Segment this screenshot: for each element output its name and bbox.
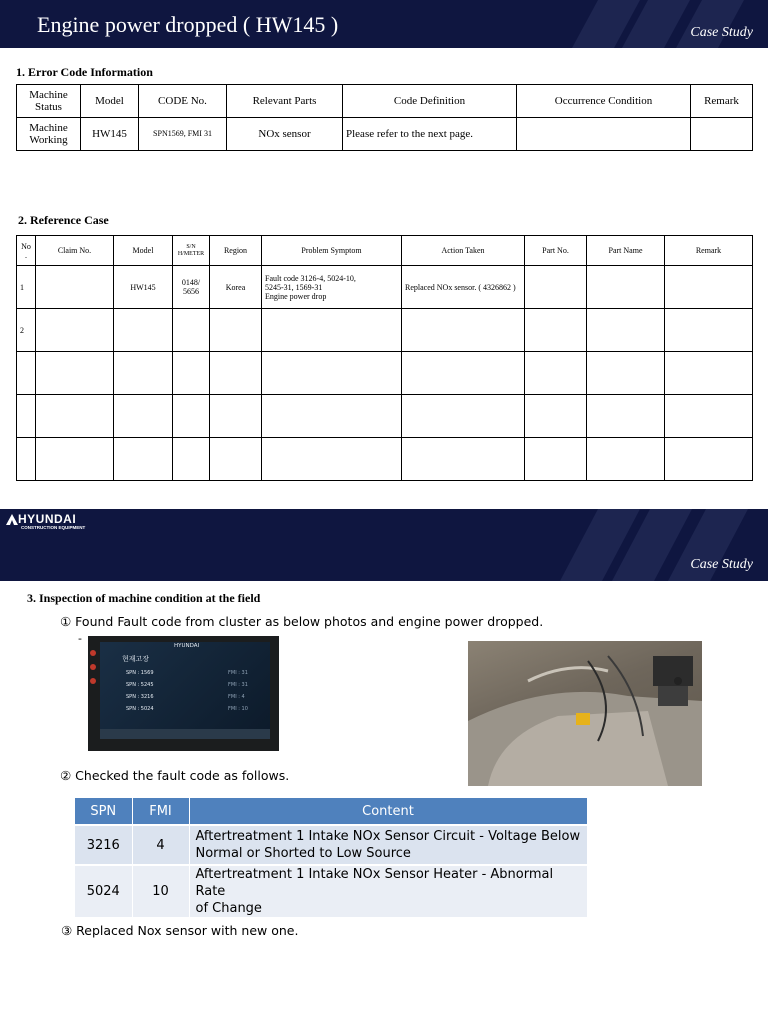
table-cell-sn: [173, 352, 210, 395]
cluster-spn: SPN : 5245: [126, 682, 154, 688]
table-cell-content: [189, 825, 587, 865]
cluster-display-photo: [88, 636, 279, 751]
step-1-text: ① Found Fault code from cluster as below photos and engine power dropped.: [60, 614, 544, 629]
hyundai-logo: [6, 513, 85, 531]
cluster-spn: SPN : 3216: [126, 694, 154, 700]
table-cell-region: [210, 309, 262, 352]
table-cell: Please refer to the next page.: [343, 118, 517, 151]
table-header-cell: FMI: [132, 798, 189, 825]
table-cell-region: [210, 352, 262, 395]
table-header-cell: No .: [17, 236, 36, 266]
table-cell-no: [17, 438, 36, 481]
table-cell-remark: [665, 352, 753, 395]
table-row: [17, 352, 753, 395]
table-cell-claim: [36, 438, 114, 481]
fault-header-row: [75, 798, 587, 825]
table-cell-action: [402, 352, 525, 395]
reference-header-row: [17, 236, 753, 266]
case-study-label: Case Study: [690, 25, 753, 40]
table-cell: [517, 118, 691, 151]
fault-code-table: [75, 798, 588, 917]
table-header-cell: Relevant Parts: [227, 85, 343, 118]
table-header-cell: Model: [114, 236, 173, 266]
table-cell-model: HW145: [114, 266, 173, 309]
symptom-line: 5245-31, 1569-31: [265, 282, 323, 292]
table-cell-no: [17, 352, 36, 395]
table-cell-action: [402, 395, 525, 438]
table-cell-symptom: [262, 266, 402, 309]
cluster-fmi-list: [228, 667, 248, 715]
header-band-2: [0, 509, 768, 581]
logo-brand: HYUNDAI: [18, 512, 77, 526]
cluster-fmi: FMI : 10: [228, 706, 248, 712]
cluster-title: 현재고장: [122, 655, 150, 663]
table-cell-no: 1: [17, 266, 36, 309]
cluster-brand: HYUNDAI: [174, 643, 200, 649]
table-cell-part-name: [587, 266, 665, 309]
table-cell-action: [402, 309, 525, 352]
table-cell: NOx sensor: [227, 118, 343, 151]
cluster-spn-list: [126, 667, 154, 715]
cluster-fmi: FMI : 31: [228, 670, 248, 676]
reference-case-table: [16, 235, 753, 481]
page-title: Engine power dropped ( HW145 ): [37, 12, 339, 37]
table-cell-model: [114, 309, 173, 352]
cluster-spn: SPN : 5024: [126, 706, 154, 712]
error-code-header-row: [17, 85, 753, 118]
table-header-cell: Model: [81, 85, 139, 118]
table-header-cell: Part Name: [587, 236, 665, 266]
table-cell-part-no: [525, 352, 587, 395]
table-header-cell: Action Taken: [402, 236, 525, 266]
section-heading-inspection: 3. Inspection of machine condition at the field: [27, 591, 261, 605]
header-stripes: [0, 509, 768, 581]
table-cell-part-no: [525, 395, 587, 438]
table-row: [75, 865, 587, 917]
table-cell-spn: 3216: [75, 825, 132, 865]
header-band: [0, 0, 768, 48]
table-cell-sn: [173, 309, 210, 352]
cluster-spn: SPN : 1569: [126, 670, 154, 676]
table-cell: Machine Working: [17, 118, 81, 151]
table-cell-symptom: [262, 438, 402, 481]
table-cell-remark: [665, 438, 753, 481]
section-heading-reference-case: 2. Reference Case: [18, 213, 109, 227]
logo-subtitle: CONSTRUCTION EQUIPMENT: [21, 525, 86, 530]
table-cell-model: [114, 352, 173, 395]
table-row: [17, 395, 753, 438]
table-cell-fmi: 4: [132, 825, 189, 865]
table-header-cell: Problem Symptom: [262, 236, 402, 266]
table-cell-part-name: [587, 395, 665, 438]
table-cell-region: [210, 395, 262, 438]
case-study-label: Case Study: [690, 557, 753, 572]
table-cell-fmi: 10: [132, 865, 189, 917]
table-cell-symptom: [262, 352, 402, 395]
table-header-cell: Remark: [665, 236, 753, 266]
table-cell-symptom: [262, 309, 402, 352]
table-cell-sn: 0148/ 5656: [173, 266, 210, 309]
table-header-cell: Occurrence Condition: [517, 85, 691, 118]
table-cell-claim: [36, 395, 114, 438]
table-cell-region: [210, 438, 262, 481]
table-header-cell: Part No.: [525, 236, 587, 266]
cluster-fmi: FMI : 4: [228, 694, 245, 700]
table-cell-spn: 5024: [75, 865, 132, 917]
table-cell-region: Korea: [210, 266, 262, 309]
table-row: [17, 266, 753, 309]
content-line: Normal or Shorted to Low Source: [195, 846, 411, 861]
table-cell-remark: [665, 309, 753, 352]
table-cell-remark: [665, 266, 753, 309]
content-line: Aftertreatment 1 Intake NOx Sensor Heater - Abnormal Rate: [195, 867, 554, 899]
table-cell-claim: [36, 309, 114, 352]
table-header-cell: SPN: [75, 798, 132, 825]
cluster-screen: [100, 642, 270, 739]
table-header-cell: Region: [210, 236, 262, 266]
table-cell-no: [17, 395, 36, 438]
content-line: of Change: [195, 901, 262, 916]
table-cell-content: [189, 865, 587, 917]
table-cell: [691, 118, 753, 151]
table-cell-action: Replaced NOx sensor. ( 4326862 ): [402, 266, 525, 309]
table-row: [75, 825, 587, 865]
table-header-cell: Machine Status: [17, 85, 81, 118]
table-cell-part-name: [587, 352, 665, 395]
table-cell-part-no: [525, 266, 587, 309]
nox-sensor-illustration: [468, 641, 702, 786]
table-row: [17, 118, 753, 151]
table-header-cell: Remark: [691, 85, 753, 118]
table-cell-sn: [173, 395, 210, 438]
table-header-cell: Code Definition: [343, 85, 517, 118]
table-cell-part-name: [587, 438, 665, 481]
table-cell-remark: [665, 395, 753, 438]
table-row: [17, 438, 753, 481]
table-cell-sn: [173, 438, 210, 481]
table-cell-symptom: [262, 395, 402, 438]
step-2-text: ② Checked the fault code as follows.: [60, 768, 290, 783]
table-cell: HW145: [81, 118, 139, 151]
table-cell-part-no: [525, 438, 587, 481]
table-cell-part-no: [525, 309, 587, 352]
cluster-bottom-bar: [100, 729, 270, 739]
step-3-text: ③ Replaced Nox sensor with new one.: [61, 923, 299, 938]
table-cell: SPN1569, FMI 31: [139, 118, 227, 151]
table-header-cell: CODE No.: [139, 85, 227, 118]
cluster-side-buttons: [90, 650, 97, 690]
table-cell-claim: [36, 266, 114, 309]
table-header-cell: Claim No.: [36, 236, 114, 266]
table-header-cell: S/N H/METER: [173, 236, 210, 266]
hyundai-triangle-icon: [6, 514, 18, 525]
cluster-fmi: FMI : 31: [228, 682, 248, 688]
table-cell-claim: [36, 352, 114, 395]
table-cell-action: [402, 438, 525, 481]
table-cell-model: [114, 395, 173, 438]
section-heading-error-code: 1. Error Code Information: [16, 65, 153, 79]
symptom-line: Fault code 3126-4, 5024-10,: [265, 273, 356, 283]
symptom-line: Engine power drop: [265, 291, 327, 301]
table-header-cell: Content: [189, 798, 587, 825]
table-cell-model: [114, 438, 173, 481]
table-row: [17, 309, 753, 352]
content-line: Aftertreatment 1 Intake NOx Sensor Circuit - Voltage Below: [195, 829, 581, 844]
error-code-table: [16, 84, 753, 151]
table-cell-no: 2: [17, 309, 36, 352]
dash-mark: -: [78, 632, 82, 645]
nox-sensor-photo: [468, 641, 702, 786]
table-cell-part-name: [587, 309, 665, 352]
